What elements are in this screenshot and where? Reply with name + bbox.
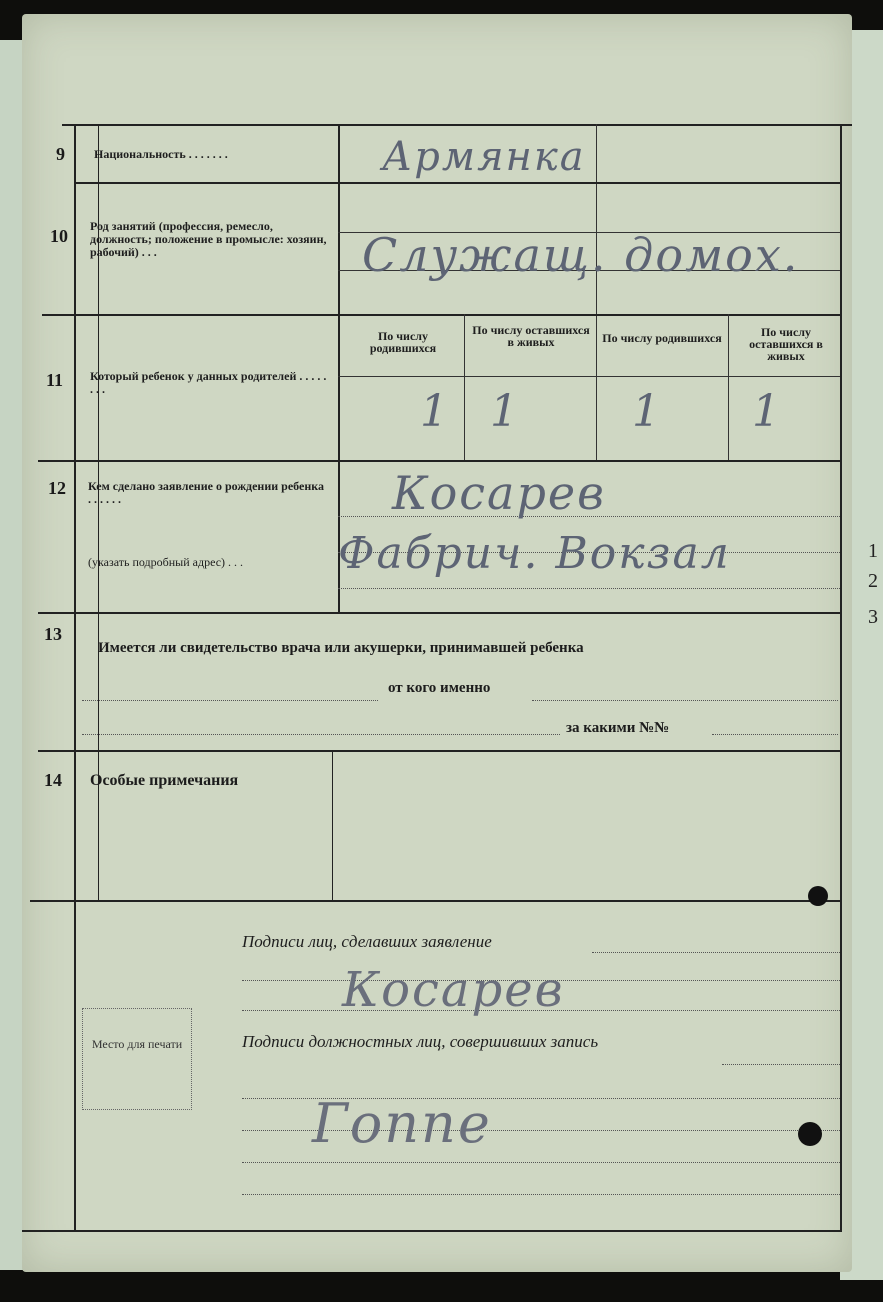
row-12-address-label: (указать подробный адрес) . . .	[88, 555, 244, 569]
sig-dots-8	[242, 1194, 840, 1195]
row-13-from-whom: от кого именно	[388, 680, 491, 696]
row-13-bottom	[38, 750, 840, 752]
applicants-signature-label: Подписи лиц, сделавших заявление	[242, 932, 492, 951]
col-born-2: По числу родившихся	[602, 331, 722, 345]
occupation-handwriting: Служащ. домох.	[362, 228, 800, 282]
row-12-bottom	[38, 612, 840, 614]
row-14-divider	[332, 750, 333, 902]
child-number-3: 1	[632, 386, 662, 437]
table-bottom-border	[22, 1230, 842, 1232]
row-13-dots-4	[712, 734, 838, 735]
punch-hole-1	[808, 886, 828, 906]
row-12-label: Кем сделано заявление о рождении ребенка . . . . . .	[88, 479, 324, 506]
declarant-handwriting: Косарев	[392, 466, 606, 520]
row-13-dots-2	[532, 700, 838, 701]
official-signature: Гоппе	[312, 1092, 492, 1155]
stamp-place	[82, 1008, 192, 1110]
row-13-dots-1	[82, 700, 378, 701]
row-11-divider-a	[464, 314, 465, 462]
row-10-number: 10	[50, 226, 68, 246]
row-14-bottom	[30, 900, 840, 902]
row-14-label: Особые примечания	[90, 772, 239, 789]
row-11-label: Который ребенок у данных родителей . . . . . . . .	[90, 369, 327, 396]
row-13-number: 13	[44, 624, 62, 644]
left-border	[74, 124, 76, 1232]
sig-dots-4	[722, 1064, 840, 1065]
row-10-label: Род занятий (профессия, ремесло, должность; положение в промысле: хозяин, рабочий) . . .	[90, 219, 327, 259]
child-number-1: 1	[420, 386, 450, 437]
child-number-4: 1	[752, 386, 782, 437]
punch-hole-2	[798, 1122, 822, 1146]
col-born-1: По числу родившихся	[369, 329, 437, 355]
table-top-border	[62, 124, 852, 126]
row-9-number: 9	[56, 144, 65, 164]
row-14-number: 14	[44, 770, 62, 790]
document-page	[22, 14, 852, 1272]
row-9-bottom	[74, 182, 840, 184]
row-12-number: 12	[48, 478, 66, 498]
row-11-bottom	[38, 460, 840, 462]
sig-dots-7	[242, 1162, 840, 1163]
sig-dots-1	[592, 952, 840, 953]
row-10-bottom	[42, 314, 840, 316]
adjacent-page-mark-1: 1	[868, 540, 878, 562]
col-alive-1: По числу оставшихся в живых	[472, 323, 590, 349]
officials-signature-label: Подписи должностных лиц, совершивших запись	[242, 1032, 599, 1051]
row-13-numbers: за какими №№	[566, 720, 670, 736]
row-12-dots-3	[338, 588, 840, 589]
stamp-place-label: Место для печати	[91, 1037, 183, 1051]
col-alive-2: По числу оставшихся в живых	[749, 325, 823, 363]
adjacent-page-mark-2: 2	[868, 570, 878, 592]
right-border	[840, 124, 842, 1232]
row-11-header-line	[338, 376, 840, 377]
applicant-signature: Косарев	[342, 962, 565, 1018]
row-11-number: 11	[46, 370, 64, 390]
address-handwriting: Фабрич. Вокзал	[338, 528, 731, 579]
row-13-label: Имеется ли свидетельство врача или акушерки, принимавшей ребенка	[98, 640, 584, 656]
nationality-handwriting: Армянка	[382, 134, 586, 180]
child-number-2: 1	[490, 386, 520, 437]
value-column-divider	[596, 124, 597, 462]
row-9-label: Национальность . . . . . . .	[94, 147, 228, 161]
adjacent-page-mark-3: 3	[868, 606, 878, 628]
row-13-dots-3	[82, 734, 560, 735]
row-11-divider-b	[728, 314, 729, 462]
